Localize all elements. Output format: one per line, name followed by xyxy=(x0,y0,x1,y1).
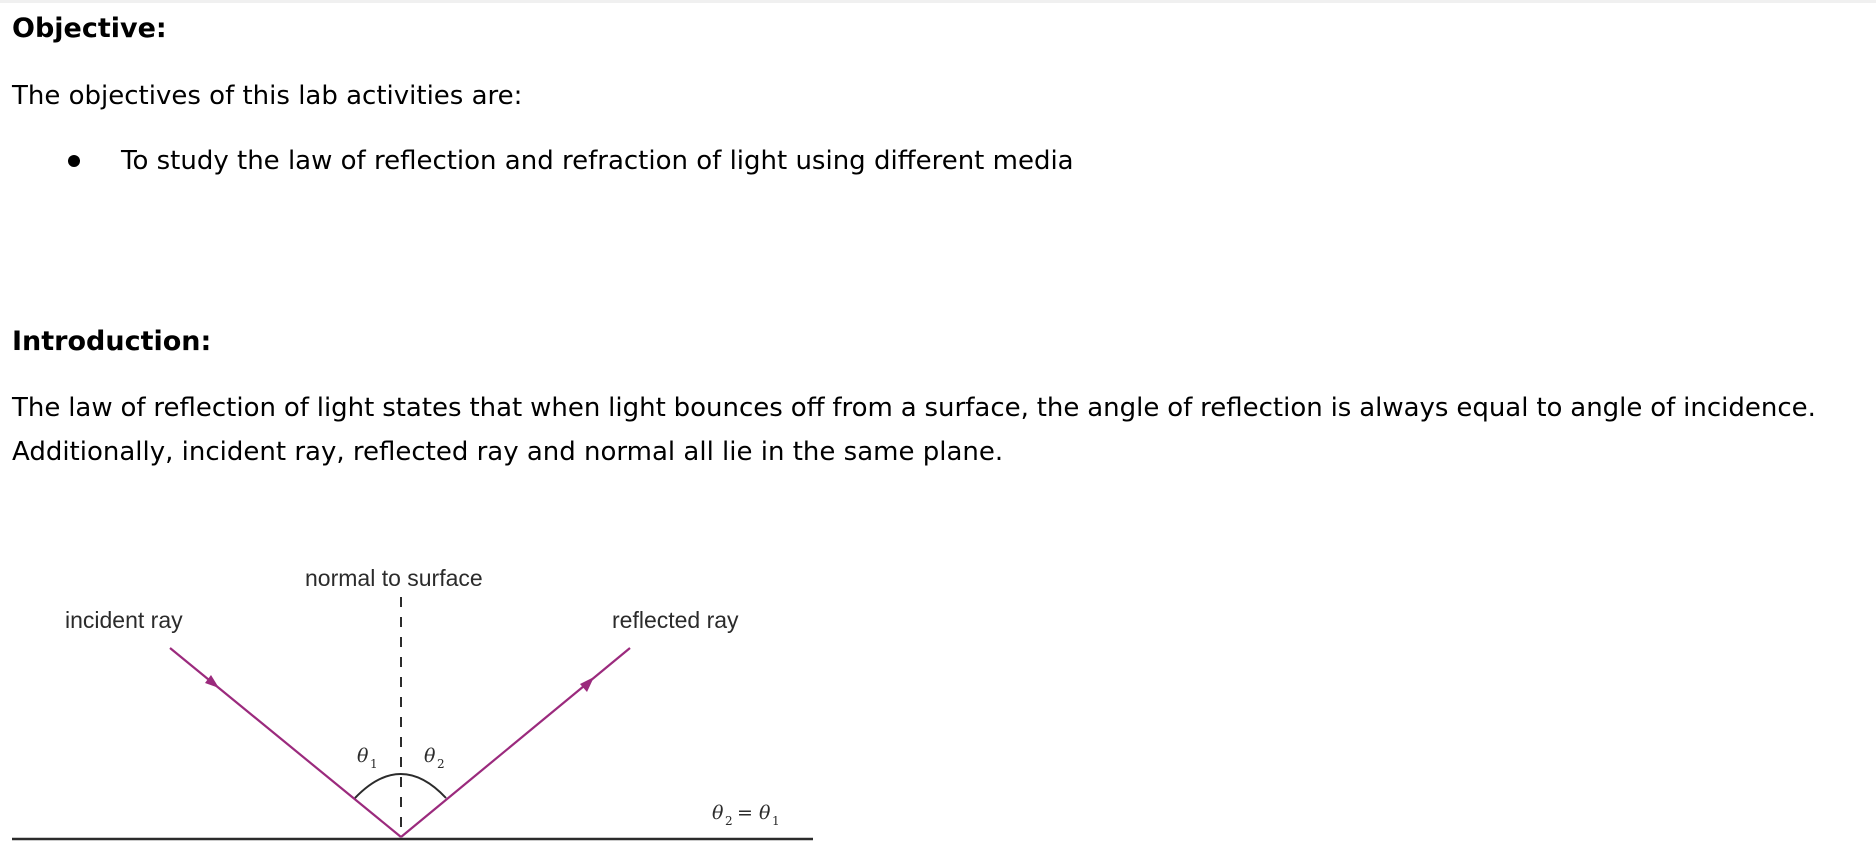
introduction-word: light xyxy=(316,393,375,423)
introduction-word: a xyxy=(900,393,917,423)
introduction-word: of xyxy=(1167,393,1193,423)
introduction-word: light xyxy=(608,393,666,423)
top-rule xyxy=(0,0,1876,3)
objective-heading: Objective: xyxy=(12,13,167,44)
angle-2-subscript: 2 xyxy=(437,757,445,771)
angle-1-subscript: 1 xyxy=(370,757,378,771)
introduction-word: always xyxy=(1359,393,1449,423)
introduction-word: from xyxy=(832,393,893,423)
introduction-word: The xyxy=(12,393,61,423)
equation-equals-sign: = xyxy=(731,802,759,824)
introduction-word: to xyxy=(1536,393,1563,423)
introduction-word: surface, xyxy=(924,393,1029,423)
objective-lead: The objectives of this lab activities are: xyxy=(12,81,523,111)
angle-1-symbol: θ xyxy=(357,745,369,767)
reflected-ray xyxy=(401,648,630,837)
introduction-word: of xyxy=(120,393,146,423)
introduction-word: the xyxy=(1036,393,1080,423)
normal-label: normal to surface xyxy=(305,565,483,591)
introduction-word: law xyxy=(68,393,113,423)
introduction-word: off xyxy=(790,393,825,423)
incident-ray xyxy=(170,648,401,837)
incident-ray-label: incident ray xyxy=(65,607,183,633)
introduction-word: reflection xyxy=(1200,393,1323,423)
reflected-ray-arrow-icon xyxy=(580,677,594,692)
introduction-word: of xyxy=(1650,393,1676,423)
introduction-word: that xyxy=(469,393,523,423)
equation-lhs-subscript: 2 xyxy=(725,814,733,828)
equation-rhs-symbol: θ xyxy=(759,802,771,824)
introduction-word: reflection xyxy=(153,393,276,423)
angle-equation xyxy=(712,802,780,828)
introduction-heading: Introduction: xyxy=(12,326,212,357)
introduction-word: bounces xyxy=(673,393,783,423)
introduction-word: when xyxy=(530,393,601,423)
introduction-word: incidence. xyxy=(1683,393,1816,423)
introduction-word: states xyxy=(382,393,462,423)
equation-lhs-symbol: θ xyxy=(712,802,724,824)
introduction-word: angle xyxy=(1087,393,1160,423)
introduction-word: is xyxy=(1330,393,1352,423)
angle-2-symbol: θ xyxy=(424,745,436,767)
introduction-word: equal xyxy=(1456,393,1529,423)
bullet-icon xyxy=(68,155,80,167)
equation-rhs-subscript: 1 xyxy=(772,814,780,828)
introduction-paragraph-line-1 xyxy=(12,391,1816,425)
reflection-diagram xyxy=(0,540,830,850)
introduction-word: of xyxy=(283,393,309,423)
reflected-ray-label: reflected ray xyxy=(612,607,739,633)
introduction-word: angle xyxy=(1570,393,1643,423)
objective-bullet-text: To study the law of reflection and refraction of light using different media xyxy=(121,146,1074,176)
introduction-paragraph-line-2: Additionally, incident ray, reflected ray and normal all lie in the same plane. xyxy=(12,437,1004,467)
